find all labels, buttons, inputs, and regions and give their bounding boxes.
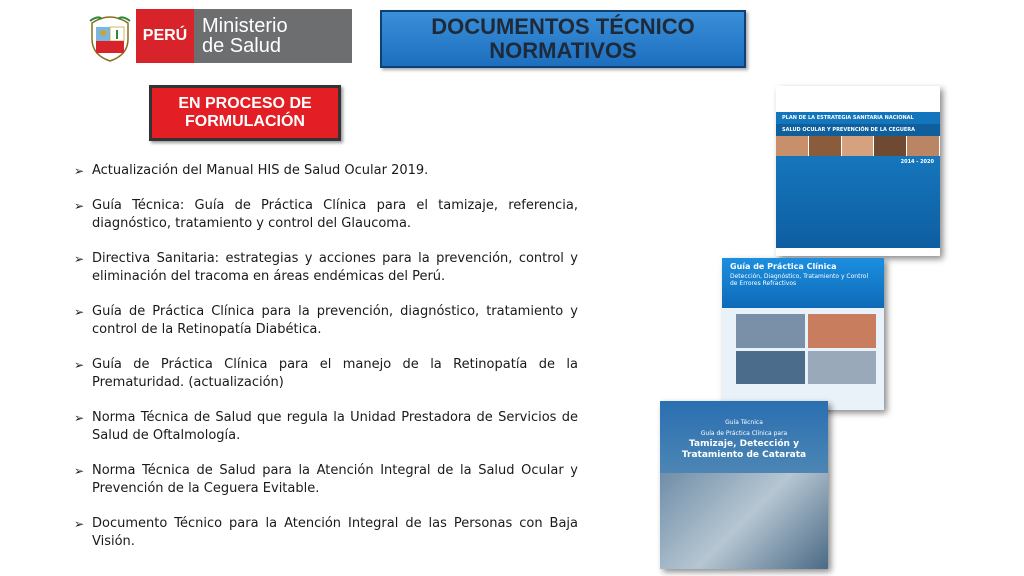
title-line-2: NORMATIVOS [489, 38, 637, 63]
list-item [74, 462, 578, 498]
cover1-years: 2014 - 2020 [900, 159, 934, 165]
ministry-line-2: de Salud [202, 35, 281, 57]
list-item-text: Guía de Práctica Clínica para la prevención, diagnóstico, tratamiento y control de la Retinopatía Diabética. [92, 304, 578, 337]
arrow-bullet-icon: ➢ [74, 305, 85, 319]
list-item [74, 303, 578, 339]
cover2-subtitle: Detección, Diagnóstico, Tratamiento y Control de Errores Refractivos [730, 273, 869, 287]
page-title [380, 10, 746, 68]
cover2-photos [736, 314, 876, 384]
arrow-bullet-icon: ➢ [74, 164, 85, 178]
arrow-bullet-icon: ➢ [74, 411, 85, 425]
cover3-kicker: Guía Técnica [725, 419, 763, 426]
list-item [74, 162, 578, 180]
ministry-logo [88, 8, 352, 64]
list-item [74, 197, 578, 233]
cover-image-plan-estrategia [776, 86, 940, 256]
list-item-text: Norma Técnica de Salud que regula la Unidad Prestadora de Servicios de Salud de Oftalmología. [92, 410, 578, 443]
cover3-title-line-1: Guía de Práctica Clínica para [700, 430, 788, 437]
arrow-bullet-icon: ➢ [74, 517, 85, 531]
cover2-title: Guía de Práctica Clínica [730, 262, 837, 271]
coat-of-arms-icon [88, 9, 132, 63]
list-item-text: Documento Técnico para la Atención Integral de las Personas con Baja Visión. [92, 516, 578, 549]
status-badge [149, 85, 341, 141]
ministry-name [194, 9, 352, 63]
list-item-text: Actualización del Manual HIS de Salud Ocular 2019. [92, 163, 429, 178]
arrow-bullet-icon: ➢ [74, 464, 85, 478]
cover1-band: PLAN DE LA ESTRATEGIA SANITARIA NACIONAL [776, 112, 940, 124]
list-item [74, 250, 578, 286]
title-line-1: DOCUMENTOS TÉCNICO [431, 14, 695, 39]
cover-image-guia-catarata [660, 401, 828, 569]
list-item-text: Guía Técnica: Guía de Práctica Clínica para el tamizaje, referencia, diagnóstico, tratamiento y control del Glaucoma. [92, 198, 578, 231]
cover3-title-line-3: Tratamiento de Catarata [681, 450, 807, 460]
cover1-subtitle: SALUD OCULAR Y PREVENCIÓN DE LA CEGUERA [776, 124, 940, 136]
arrow-bullet-icon: ➢ [74, 252, 85, 266]
cover3-title-line-2: Tamizaje, Detección y [689, 439, 799, 449]
cover3-photo [660, 473, 828, 569]
list-item [74, 409, 578, 445]
peru-label: PERÚ [136, 9, 194, 63]
arrow-bullet-icon: ➢ [74, 199, 85, 213]
arrow-bullet-icon: ➢ [74, 358, 85, 372]
status-line-1: EN PROCESO DE [178, 95, 312, 112]
status-line-2: FORMULACIÓN [185, 113, 305, 130]
list-item-text: Guía de Práctica Clínica para el manejo de la Retinopatía de la Prematuridad. (actualización) [92, 357, 578, 390]
ministry-line-1: Ministerio [202, 15, 288, 37]
document-list [74, 162, 578, 568]
list-item-text: Directiva Sanitaria: estrategias y acciones para la prevención, control y eliminación del tracoma en áreas endémicas del Perú. [92, 251, 578, 284]
list-item [74, 356, 578, 392]
list-item [74, 515, 578, 551]
cover-image-guia-errores-refractivos [722, 258, 884, 410]
list-item-text: Norma Técnica de Salud para la Atención Integral de la Salud Ocular y Prevención de la Ceguera Evitable. [92, 463, 578, 496]
cover1-photo-strip [776, 136, 940, 156]
